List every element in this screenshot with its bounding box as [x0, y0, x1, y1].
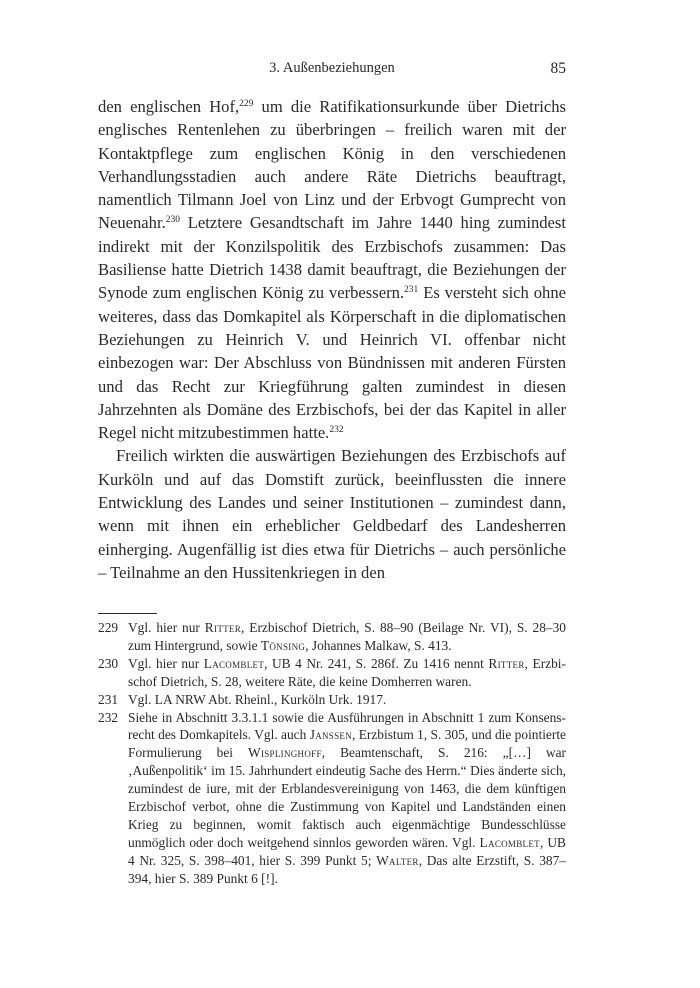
- author-name: Lacomblet: [479, 834, 540, 850]
- footnotes: [98, 619, 566, 888]
- author-name: Walter: [376, 852, 419, 868]
- footnote-reference[interactable]: 232: [329, 425, 344, 436]
- author-name: Ritter: [204, 620, 242, 635]
- footnote-reference[interactable]: 231: [404, 285, 419, 296]
- footnote-number: 232: [98, 709, 119, 725]
- footnote: [98, 655, 566, 691]
- footnote: [98, 691, 566, 709]
- footnote-text: Vgl. LA NRW Abt. Rheinl., Kurköln Urk. 1917.: [128, 691, 387, 707]
- footnote: [98, 709, 566, 888]
- footnote-text: Vgl. hier nur Ritter, Erzbischof Dietrich, S. 88–90 (Beilage Nr. VI), S. 28–30 zum Hintergrund, sowie Tönsing, Johannes Malkaw, S. 413.: [128, 620, 566, 653]
- footnote-reference[interactable]: 230: [165, 215, 180, 226]
- footnote-text: Vgl. hier nur Lacomblet, UB 4 Nr. 241, S. 286f. Zu 1416 nennt Ritter, Erzbischof Dietrich, S. 28, weitere Räte, die keine Domherren waren.: [128, 655, 566, 689]
- author-name: Lacomblet: [203, 655, 265, 671]
- running-head: [98, 60, 566, 80]
- author-name: Tönsing: [260, 637, 306, 653]
- footnote-number: 231: [98, 691, 119, 707]
- paragraph: den englischen Hof,$^{229}$ um die Ratifikationsurkunde über Dietrichs englisches Rentenlehen zu überbringen – freilich waren mit der Kontaktpflege zum englischen König in den verschiedenen Verhandlungsstadien auch andere Räte Dietrichs beauftragt, namentlich Tilmann Joel von Linz und der Erbvogt Gumprecht von Neuenahr.$^{230}$ Letztere Gesandtschaft im Jahre 1440 hing zumindest indirekt mit der Konzilspolitik des Erzbischofs zusammen: Das Basiliense hatte Dietrich 1438 damit beauftragt, die Beziehungen der Synode zum englischen König zu verbessern.$^{231}$ Es versteht sich ohne weiteres, dass das Domkapitel als Körperschaft in die diplomatischen Beziehungen zu Heinrich V. und Heinrich VI. offenbar nicht einbezogen war: Der Abschluss von Bündnissen mit anderen Fürsten und das Recht zur Kriegführung galten zumindest in diesen Jahrzehnten als Domäne des Erzbischofs, bei der das Kapitel in aller Regel nicht mitzubestimmen hatte.$^{232}$: [98, 97, 566, 443]
- page-number: 85: [550, 60, 566, 77]
- main-text: [98, 95, 566, 584]
- footnote-text: Siehe in Abschnitt 3.3.1.1 sowie die Ausführungen in Abschnitt 1 zum Konsensrecht des Domkapitels. Vgl. auch Janssen, Erzbistum 1, S. 305, und die pointierte Formulierung bei Wisplinghoff, Beamtenschaft, S. 216: „[…] war ‚Außenpolitik‘ im 15. Jahrhundert eindeutig Sache des Herrn.“ Dies änderte sich, zumindest de iure, mit der Erblandesvereinigung von 1463, die dem künftigen Erzbischof verbot, ohne die Zustimmung von Kapitel und Landständen einen Krieg zu beginnen, womit faktisch auch eigenmächtige Bundesschlüsse unmöglich oder doch weitgehend sinnlos geworden wären. Vgl. Lacomblet, UB 4 Nr. 325, S. 398–401, hier S. 399 Punkt 5; Walter, Das alte Erzstift, S. 387–394, hier S. 389 Punkt 6 [!].: [128, 709, 566, 886]
- footnote: [98, 619, 566, 655]
- footnote-number: 229: [98, 620, 119, 635]
- running-title: 3. Außenbeziehungen: [269, 60, 395, 76]
- author-name: Wisplinghoff: [248, 745, 322, 761]
- paragraph: Freilich wirkten die auswärtigen Beziehungen des Erzbischofs auf Kurköln und auf das Domstift zurück, beeinflussten die innere Entwicklung des Landes und seiner Institutionen – zumindest dann, wenn mit ihnen ein erheblicher Geldbedarf des Landesherren einherging. Augenfällig ist dies etwa für Dietrichs – auch persönliche – Teilnahme an den Hussitenkriegen in den: [98, 446, 566, 582]
- author-name: Ritter: [488, 655, 525, 671]
- footnote-number: 230: [98, 655, 119, 671]
- footnote-separator: [98, 613, 157, 614]
- author-name: Janssen: [309, 727, 353, 743]
- footnote-reference[interactable]: 229: [239, 99, 254, 109]
